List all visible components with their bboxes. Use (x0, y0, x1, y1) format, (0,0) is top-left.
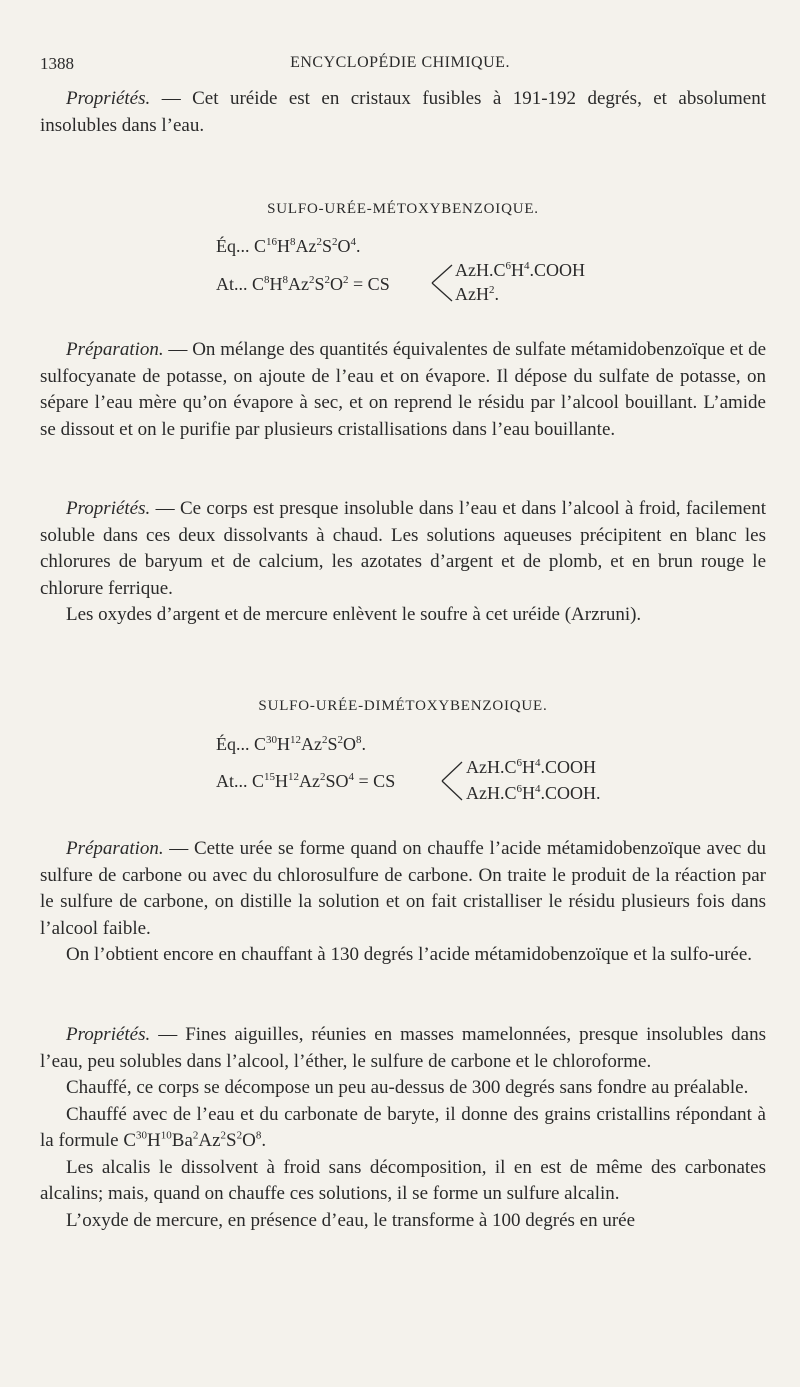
section2-at-formula (216, 771, 395, 792)
section1-at-value: $C^8H^8Az^2S^2O^2$ = CS (252, 274, 390, 294)
intro-paragraph (40, 86, 766, 139)
section1-branch-top: $AzH.C^6H^4.COOH$ (455, 260, 586, 280)
section2-eq-formula (216, 734, 366, 755)
section1-eq-formula (216, 236, 361, 257)
section2-properties (40, 1022, 766, 1234)
section1-at-formula (216, 274, 390, 295)
section2-preparation (40, 836, 766, 969)
page-number: 1388 (40, 54, 74, 73)
section1-prop-p2: Les oxydes d’argent et de mercure enlèvent le soufre à cet uréide (Arzruni). (66, 604, 642, 625)
section2-title: SULFO-URÉE-DIMÉTOXYBENZOIQUE. (258, 698, 548, 714)
section1-title: SULFO-URÉE-MÉTOXYBENZOIQUE. (267, 201, 539, 217)
section2-at-label: At... (216, 771, 252, 791)
section2-oxyde-paragraph: L’oxyde de mercure, en présence d’eau, le transforme à 100 degrés en urée (66, 1209, 636, 1231)
section1-prop-text: — Ce corps est presque insoluble dans l’eau et dans l’alcool à froid, facilement soluble dans ces deux dissolvants à chaud. Les solutions aqueuses précipitent en blanc les chlorures de baryum et de calcium, les azotates d’argent et de plomb, et en brun rouge le chlorure ferrique. (40, 498, 766, 599)
section2-branch-top: $AzH.C^6H^4.COOH$ (466, 757, 597, 777)
section1-at-label: At... (216, 274, 252, 294)
section2-branch-lines (440, 759, 464, 803)
running-head: ENCYCLOPÉDIE CHIMIQUE. (290, 54, 510, 71)
section1-prep-keyword: Préparation. (66, 339, 164, 360)
intro-text: — Cet uréide est en cristaux fusibles à 191-192 degrés, et absolument insolubles dans l’eau. (40, 88, 766, 136)
section1-eq-value: $C^{16}H^8Az^2S^2O^4$. (254, 236, 361, 256)
section2-eq-label: Éq... (216, 734, 254, 754)
section2-prop-keyword: Propriétés. (66, 1024, 151, 1045)
intro-keyword: Propriétés. (66, 88, 151, 109)
section1-preparation (40, 337, 766, 443)
section1-branch-bottom: AzH$^2$. (455, 284, 499, 304)
section2-baryte-paragraph: Chauffé avec de l’eau et du carbonate de baryte, il donne des grains cristallins répondant à la formule $C^{30}H^{10}Ba^2Az^2S^2O^8$. (40, 1103, 766, 1151)
section2-prep-keyword: Préparation. (66, 838, 164, 859)
section1-prep-text: — On mélange des quantités équivalentes de sulfate métamidobenzoïque et de sulfocyanate de potasse, on ajoute de l’eau et on évapore. Il dépose du sulfate de potasse, on sépare l’eau mère qu’on évapore à sec, et on reprend le résidu par l’alcool bouillant. L’amide se dissout et on le purifie par plusieurs cristallisations dans l’eau bouillante. (40, 339, 766, 440)
section2-branch-bottom: $AzH.C^6H^4.COOH$. (466, 783, 601, 803)
section1-title-block (40, 196, 766, 223)
page-header (40, 54, 760, 80)
section1-eq-label: Éq... (216, 236, 254, 256)
section2-prep-p2: On l’obtient encore en chauffant à 130 degrés l’acide métamidobenzoïque et la sulfo-urée. (66, 944, 753, 965)
section2-alcalis-paragraph: Les alcalis le dissolvent à froid sans décomposition, il en est de même des carbonates alcalins; mais, quand on chauffe ces solutions, il se forme un sulfure alcalin. (40, 1156, 766, 1204)
section2-eq-value: $C^{30}H^{12}Az^2S^2O^8$. (254, 734, 367, 754)
section1-prop-keyword: Propriétés. (66, 498, 151, 519)
section1-branch-lines (430, 262, 454, 304)
section2-prep-text: — Cette urée se forme quand on chauffe l’acide métamidobenzoïque avec du sulfure de carbone ou avec du chlorosulfure de carbone. On traite le produit de la réaction par le sulfure de carbone, on distille la solution et on fait cristalliser le résidu plusieurs fois dans l’alcool faible. (40, 838, 766, 939)
section2-at-value: $C^{15}H^{12}Az^2SO^4$ = CS (252, 771, 396, 791)
section1-properties (40, 496, 766, 629)
section2-title-block (40, 693, 766, 720)
section2-heat-paragraph: Chauffé, ce corps se décompose un peu au-dessus de 300 degrés sans fondre au préalable. (66, 1077, 749, 1098)
section2-prop-text: — Fines aiguilles, réunies en masses mamelonnées, presque insolubles dans l’eau, peu solubles dans l’alcool, l’éther, le sulfure de carbone et le chloroforme. (40, 1024, 766, 1072)
